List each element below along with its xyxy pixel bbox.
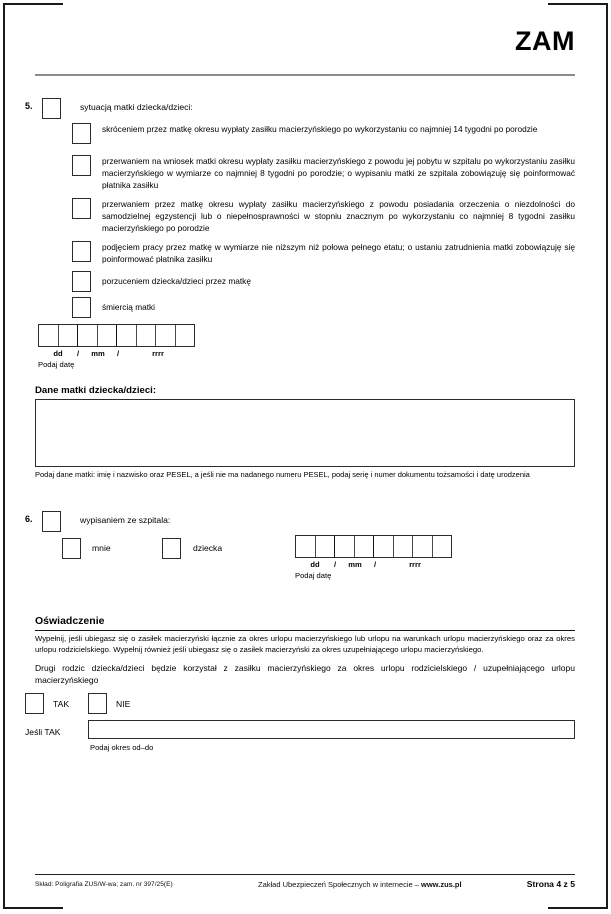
section5-option2-label: przerwaniem na wniosek matki okresu wypłaty zasiłku macierzyńskiego z powodu jej pobytu w szpitalu po wykorzystaniu zasiłku macierzyńskiego w wymiarze co najmniej 8 tygodni po porodzie; o wypisaniu matki ze szpitala zobowiązuję się poinformować płatnika zasiłku xyxy=(102,156,575,190)
corner-mark-top-right xyxy=(548,3,608,5)
declaration-no-checkbox[interactable] xyxy=(88,693,107,714)
section5-option1-label: skróceniem przez matkę okresu wypłaty zasiłku macierzyńskiego po wykorzystaniu co najmniej 14 tygodni po porodzie xyxy=(102,124,538,134)
declaration-yes-checkbox[interactable] xyxy=(25,693,44,714)
corner-mark-bottom-right xyxy=(548,907,608,909)
header-divider xyxy=(35,74,575,76)
section5-number: 5. xyxy=(25,101,33,111)
date-slash: / xyxy=(333,560,337,569)
corner-mark-bottom-left xyxy=(3,907,63,909)
date-cells xyxy=(38,324,195,347)
mother-data-heading: Dane matki dziecka/dzieci: xyxy=(35,385,157,396)
footer-divider xyxy=(35,874,575,875)
if-yes-label: Jeśli TAK xyxy=(25,727,61,737)
date-day-cell-1[interactable] xyxy=(39,325,59,346)
date-mm-label: mm xyxy=(91,349,105,358)
date-month-cell-1[interactable] xyxy=(335,536,355,557)
date-year-cell-4[interactable] xyxy=(433,536,452,557)
date-year-cell-2[interactable] xyxy=(137,325,157,346)
section6-label: wypisaniem ze szpitala: xyxy=(80,515,171,525)
section5-checkbox[interactable] xyxy=(42,98,61,119)
section6-number: 6. xyxy=(25,514,33,524)
date-mm-label: mm xyxy=(348,560,362,569)
section5-option3-checkbox[interactable] xyxy=(72,198,91,219)
date-year-cell-3[interactable] xyxy=(156,325,176,346)
date-year-cell-4[interactable] xyxy=(176,325,195,346)
date-day-cell-2[interactable] xyxy=(59,325,79,346)
date-year-cell-1[interactable] xyxy=(117,325,137,346)
date-yyyy-label: rrrr xyxy=(409,560,421,569)
date-hint: Podaj datę xyxy=(295,571,332,580)
section6-checkbox[interactable] xyxy=(42,511,61,532)
section5-option5-label: porzuceniem dziecka/dzieci przez matkę xyxy=(102,276,251,286)
date-format-labels xyxy=(295,560,455,570)
declaration-question: Drugi rodzic dziecka/dzieci będzie korzystał z zasiłku macierzyńskiego za okres urlopu rodzicielskiego / uzupełniającego urlopu macierzyńskiego xyxy=(35,663,575,685)
date-day-cell-2[interactable] xyxy=(316,536,336,557)
section5-option3-label: przerwaniem przez matkę okresu wypłaty zasiłku macierzyńskiego z powodu posiadania orzeczenia o niezdolności do samodzielnej egzystencji lub o niepełnosprawności w stopniu znacznym po wykorzystaniu co najmniej 8 tygodni zasiłku macierzyńskiego po porodzie xyxy=(102,199,575,233)
mother-data-input[interactable] xyxy=(35,399,575,467)
date-format-labels xyxy=(38,349,198,359)
date-slash: / xyxy=(76,349,80,358)
section6-me-label: mnie xyxy=(92,543,111,553)
date-dd-label: dd xyxy=(53,349,63,358)
date-yyyy-label: rrrr xyxy=(152,349,164,358)
section5-option6-checkbox[interactable] xyxy=(72,297,91,318)
mother-data-hint: Podaj dane matki: imię i nazwisko oraz PESEL, a jeśli nie ma nadanego numeru PESEL, podaj serię i numer dokumentu tożsamości i datę urodzenia xyxy=(35,470,530,479)
section5-label: sytuacją matki dziecka/dzieci: xyxy=(80,102,193,112)
corner-mark-top-left xyxy=(3,3,63,5)
date-year-cell-1[interactable] xyxy=(374,536,394,557)
date-hint: Podaj datę xyxy=(38,360,75,369)
footer-zus-text: Zakład Ubezpieczeń Społecznych w internecie – xyxy=(258,880,422,889)
date-year-cell-2[interactable] xyxy=(394,536,414,557)
section5-option5-checkbox[interactable] xyxy=(72,271,91,292)
section5-option6-label: śmiercią matki xyxy=(102,302,156,312)
date-dd-label: dd xyxy=(310,560,320,569)
form-title: ZAM xyxy=(515,26,575,56)
footer-zus-info xyxy=(258,880,462,889)
date-day-cell-1[interactable] xyxy=(296,536,316,557)
page-number: Strona 4 z 5 xyxy=(526,879,575,889)
section6-child-label: dziecka xyxy=(193,543,223,553)
page-border-left xyxy=(3,3,5,909)
declaration-heading: Oświadczenie xyxy=(35,615,105,627)
date-cells xyxy=(295,535,452,558)
declaration-divider xyxy=(35,630,575,631)
declaration-yes-label: TAK xyxy=(53,699,70,709)
section6-date-grid xyxy=(295,535,455,580)
section5-option4-checkbox[interactable] xyxy=(72,241,91,262)
section6-me-checkbox[interactable] xyxy=(62,538,81,559)
footer-zus-url: www.zus.pl xyxy=(421,880,462,889)
declaration-intro: Wypełnij, jeśli ubiegasz się o zasiłek macierzyński łącznie za okres urlopu macierzyńskiego lub urlopu na warunkach urlopu macierzyńskiego oraz za okres urlopu rodzicielskiego. Wypełnij również jeśli ubiegasz się o zasiłek macierzyński za okres uzupełniającego urlopu macierzyńskiego. xyxy=(35,634,575,654)
date-slash: / xyxy=(373,560,377,569)
section5-option1-checkbox[interactable] xyxy=(72,123,91,144)
if-yes-hint: Podaj okres od–do xyxy=(90,743,154,752)
page-border-right xyxy=(606,3,608,909)
date-month-cell-2[interactable] xyxy=(355,536,375,557)
section5-option2-checkbox[interactable] xyxy=(72,155,91,176)
date-year-cell-3[interactable] xyxy=(413,536,433,557)
section5-option4-label: podjęciem pracy przez matkę w wymiarze nie niższym niż połowa pełnego etatu; o ustaniu zatrudnienia matki zobowiązuję się poinformować płatnika zasiłku xyxy=(102,242,575,264)
date-month-cell-2[interactable] xyxy=(98,325,118,346)
date-slash: / xyxy=(116,349,120,358)
section6-child-checkbox[interactable] xyxy=(162,538,181,559)
if-yes-period-input[interactable] xyxy=(88,720,575,739)
footer-print-info: Skład: Poligrafia ZUS/W-wa; zam. nr 397/25(E) xyxy=(35,881,173,888)
section5-date-grid xyxy=(38,324,198,369)
date-month-cell-1[interactable] xyxy=(78,325,98,346)
declaration-no-label: NIE xyxy=(116,699,131,709)
